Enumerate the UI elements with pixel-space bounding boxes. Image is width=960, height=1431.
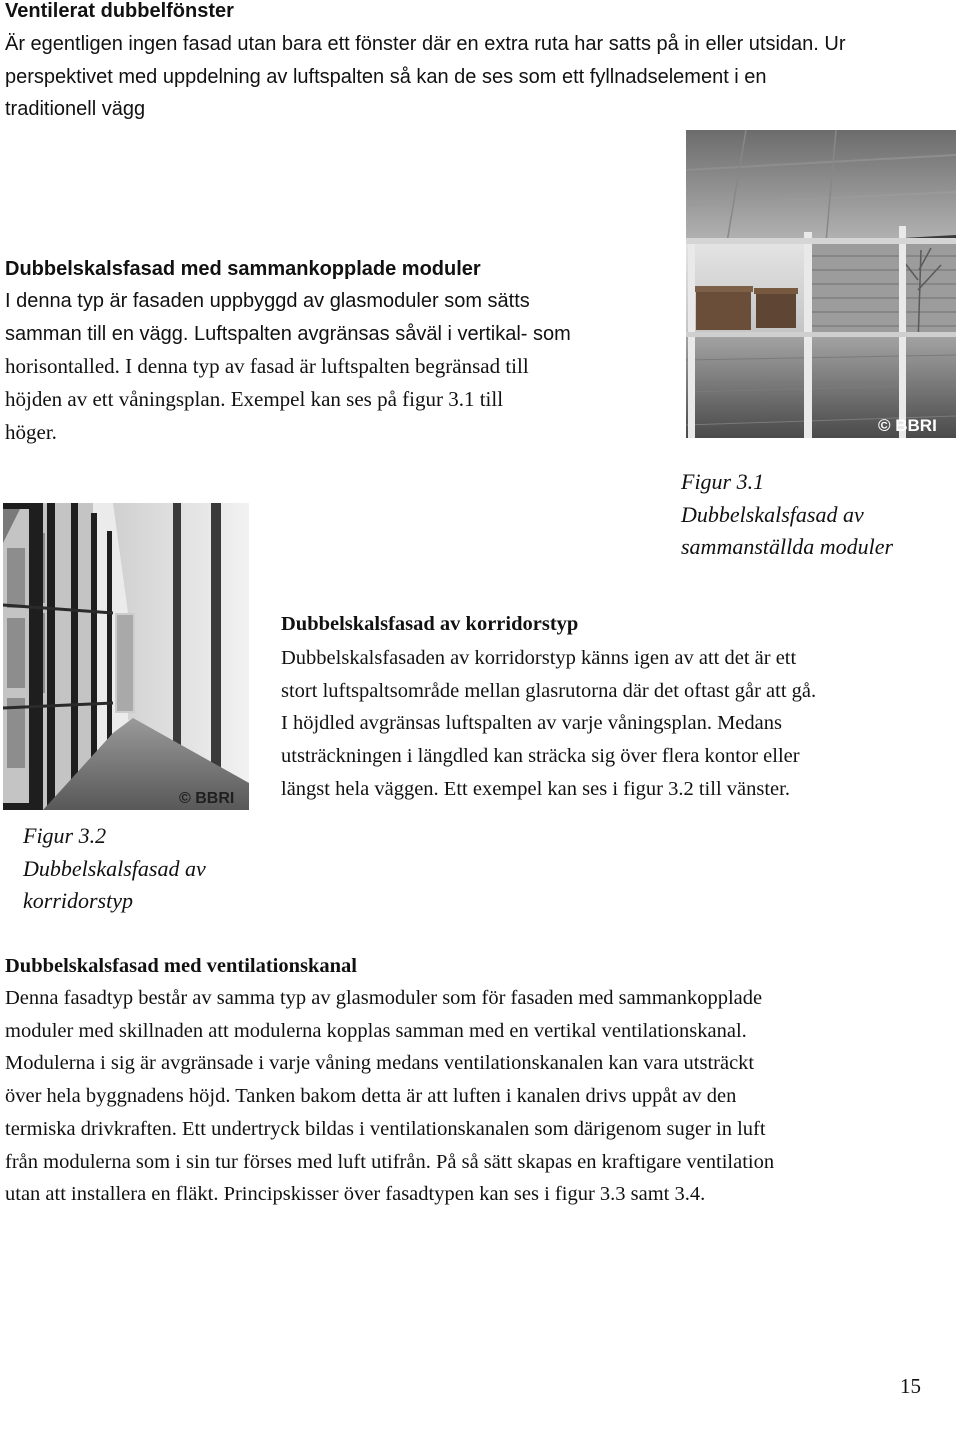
body-line: Dubbelskalsfasaden av korridorstyp känns igen av att det är ett — [281, 647, 797, 669]
body-line: stort luftspaltsområde mellan glasrutorna där det oftast går att gå. — [281, 679, 817, 702]
body-line: I denna typ är fasaden uppbyggd av glasmoduler som sätts — [5, 290, 530, 312]
section-body-ventilerat-dubbelfonster — [5, 28, 955, 126]
figure-3-2-watermark: © BBRI — [179, 790, 235, 807]
caption-line: sammanställda moduler — [681, 534, 894, 559]
caption-line: korridorstyp — [23, 888, 133, 913]
caption-line: Figur 3.2 — [23, 823, 107, 848]
section-body-ventilationskanal — [5, 982, 955, 1211]
body-line: traditionell vägg — [5, 98, 146, 121]
body-line: utan att installera en fläkt. Principskisser över fasadtypen kan ses i figur 3.3 samt 3.4. — [5, 1183, 706, 1206]
body-line: över hela byggnadens höjd. Tanken bakom detta är att luften i kanalen drivs uppåt av den — [5, 1085, 737, 1108]
body-line: horisontalled. I denna typ av fasad är luftspalten begränsad till — [5, 354, 529, 379]
section-heading-ventilationskanal: Dubbelskalsfasad med ventilationskanal — [5, 955, 358, 977]
section-heading-korridorstyp: Dubbelskalsfasad av korridorstyp — [281, 613, 579, 635]
body-line: Modulerna i sig är avgränsade i varje våning medans ventilationskanalen kan vara utsträckt — [5, 1052, 755, 1075]
figure-3-1-watermark: © BBRI — [878, 416, 937, 435]
body-line: perspektivet med uppdelning av luftspalten så kan de ses som ett fyllnadselement i en — [5, 65, 767, 88]
section-heading-sammankopplade-moduler: Dubbelskalsfasad med sammankopplade moduler — [5, 258, 481, 280]
body-line: termiska drivkraften. Ett undertryck bildas i ventilationskanalen som därigenom suger in luft — [5, 1117, 766, 1140]
body-line: från modulerna som i sin tur förses med luft utifrån. På så sätt skapas en kraftigare ventilation — [5, 1150, 775, 1173]
figure-3-2-caption — [23, 820, 206, 918]
body-line: Är egentligen ingen fasad utan bara ett fönster där en extra ruta har satts på in eller utsidan. Ur — [5, 33, 846, 55]
caption-line: Figur 3.1 — [681, 469, 765, 494]
figure-3-1-photo — [686, 130, 956, 438]
caption-line: Dubbelskalsfasad av — [681, 501, 864, 527]
page-number: 15 — [900, 1374, 921, 1398]
section-body-korridorstyp — [281, 642, 951, 806]
body-line: I höjdled avgränsas luftspalten av varje våningsplan. Medans — [281, 712, 782, 735]
section-heading-ventilerat-dubbelfonster: Ventilerat dubbelfönster — [5, 0, 234, 22]
body-line: längst hela väggen. Ett exempel kan ses i figur 3.2 till vänster. — [281, 777, 790, 800]
body-line: samman till en vägg. Luftspalten avgränsas såväl i vertikal- som — [5, 322, 571, 345]
figure-3-1-caption — [681, 466, 893, 564]
section-body-sammankopplade-moduler — [5, 285, 665, 449]
body-line: utsträckningen i längdled kan sträcka sig över flera kontor eller — [281, 745, 800, 768]
figure-3-2-photo — [3, 503, 249, 810]
body-line: Denna fasadtyp består av samma typ av glasmoduler som för fasaden med sammankopplade — [5, 987, 763, 1009]
body-line: höger. — [5, 419, 57, 444]
body-line: höjden av ett våningsplan. Exempel kan ses på figur 3.1 till — [5, 387, 504, 412]
body-line: moduler med skillnaden att modulerna kopplas samman med en vertikal ventilationskanal. — [5, 1019, 747, 1042]
caption-line: Dubbelskalsfasad av — [23, 855, 206, 881]
